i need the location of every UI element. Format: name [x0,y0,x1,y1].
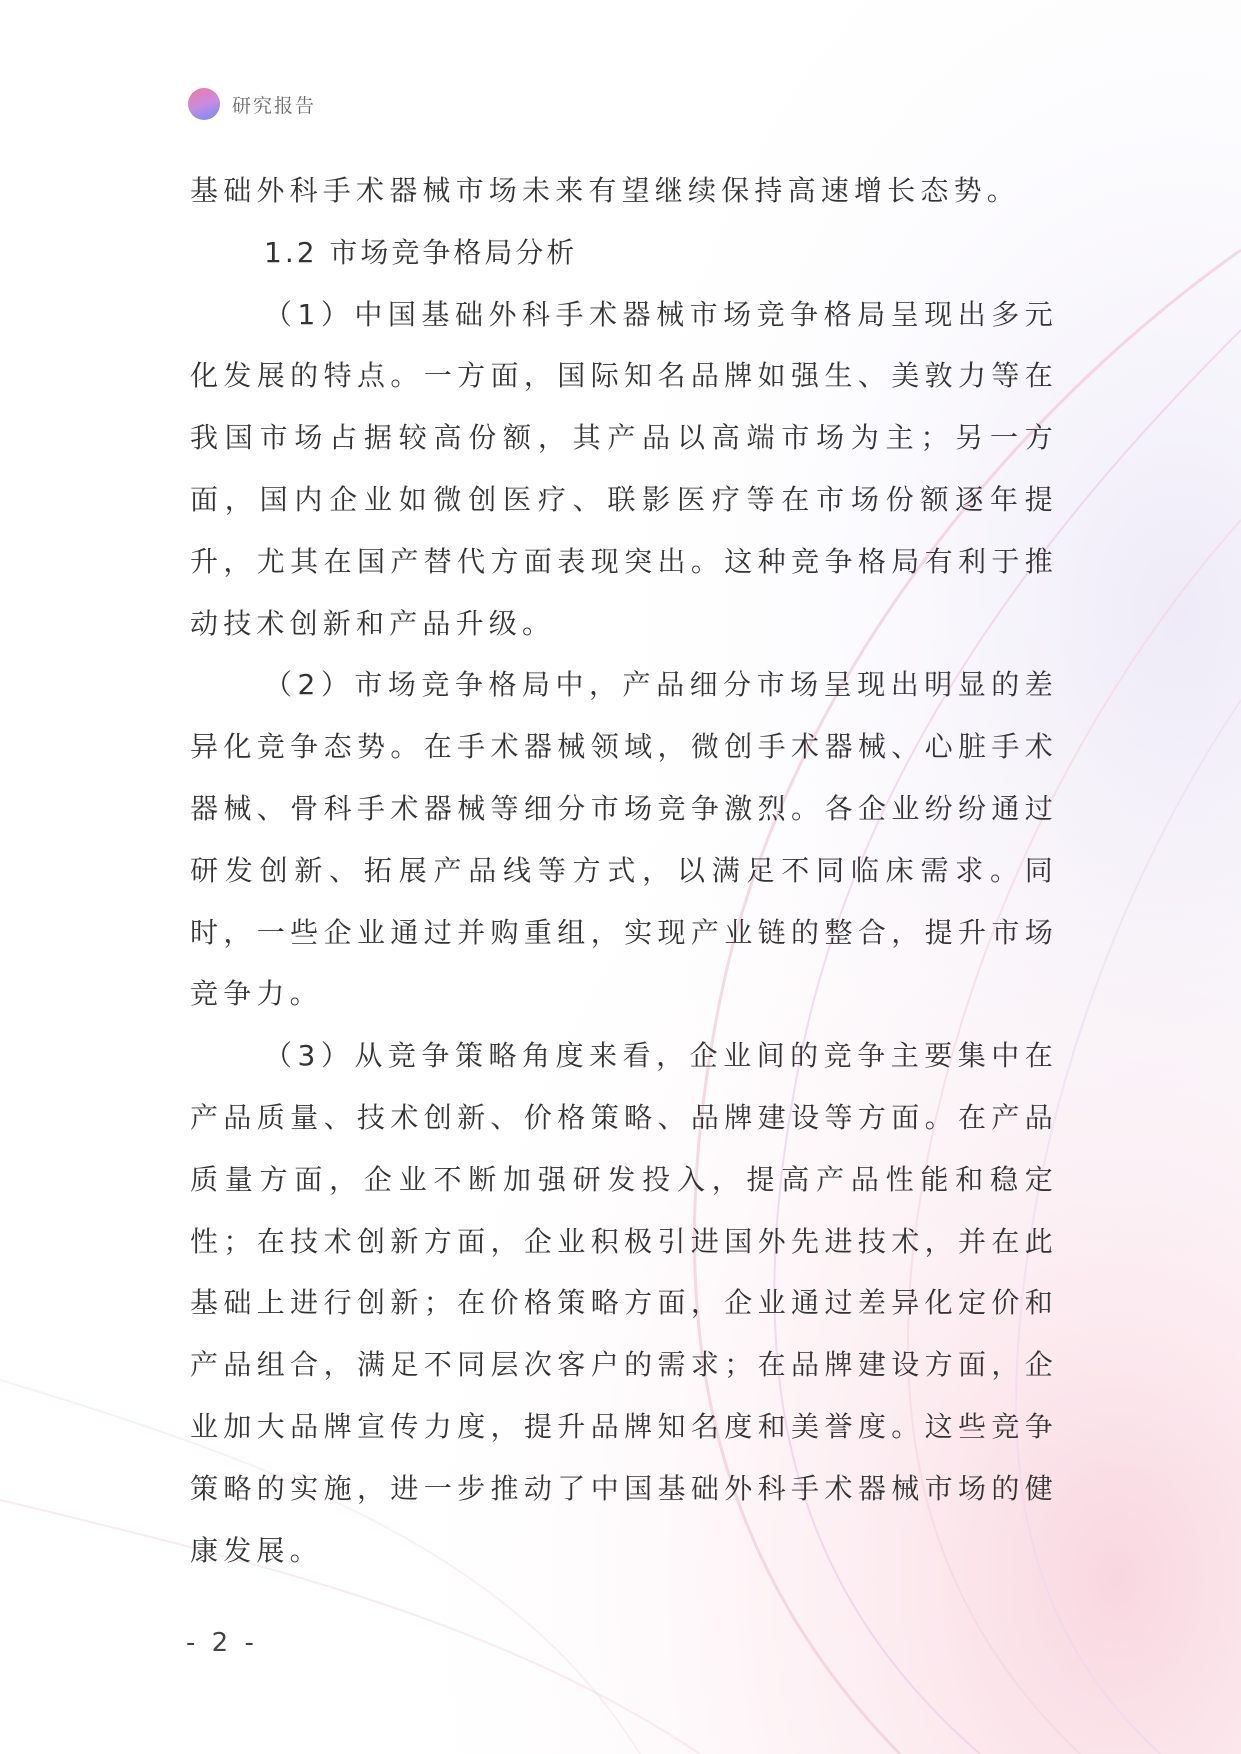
paragraph-3: （3）从竞争策略角度来看，企业间的竞争主要集中在产品质量、技术创新、价格策略、品牌建设等方面。在产品质量方面，企业不断加强研发投入，提高产品性能和稳定性；在技术创新方面，企业积极引进国外先进技术，并在此基础上进行创新；在价格策略方面，企业通过差异化定价和产品组合，满足不同层次客户的需求；在品牌建设方面，企业加大品牌宣传力度，提升品牌知名度和美誉度。这些竞争策略的实施，进一步推动了中国基础外科手术器械市场的健康发展。 [190,1039,1058,1567]
report-header [188,88,316,120]
paragraph-2: （2）市场竞争格局中，产品细分市场呈现出明显的差异化竞争态势。在手术器械领域，微创手术器械、心脏手术器械、骨科手术器械等细分市场竞争激烈。各企业纷纷通过研发创新、拓展产品线等方式，以满足不同临床需求。同时，一些企业通过并购重组，实现产业链的整合，提升市场竞争力。 [190,668,1058,1011]
header-title: 研究报告 [232,94,317,117]
page-number: - 2 - [186,1628,258,1658]
logo-circle-icon [188,88,220,120]
document-body [190,160,1058,1581]
paragraph-1: （1）中国基础外科手术器械市场竞争格局呈现出多元化发展的特点。一方面，国际知名品牌如强生、美敦力等在我国市场占据较高份额，其产品以高端市场为主；另一方面，国内企业如微创医疗、联影医疗等在市场份额逐年提升，尤其在国产替代方面表现突出。这种竞争格局有利于推动技术创新和产品升级。 [190,297,1058,640]
section-heading: 1.2 市场竞争格局分析 [264,235,578,269]
intro-line: 基础外科手术器械市场未来有望继续保持高速增长态势。 [190,174,1021,207]
